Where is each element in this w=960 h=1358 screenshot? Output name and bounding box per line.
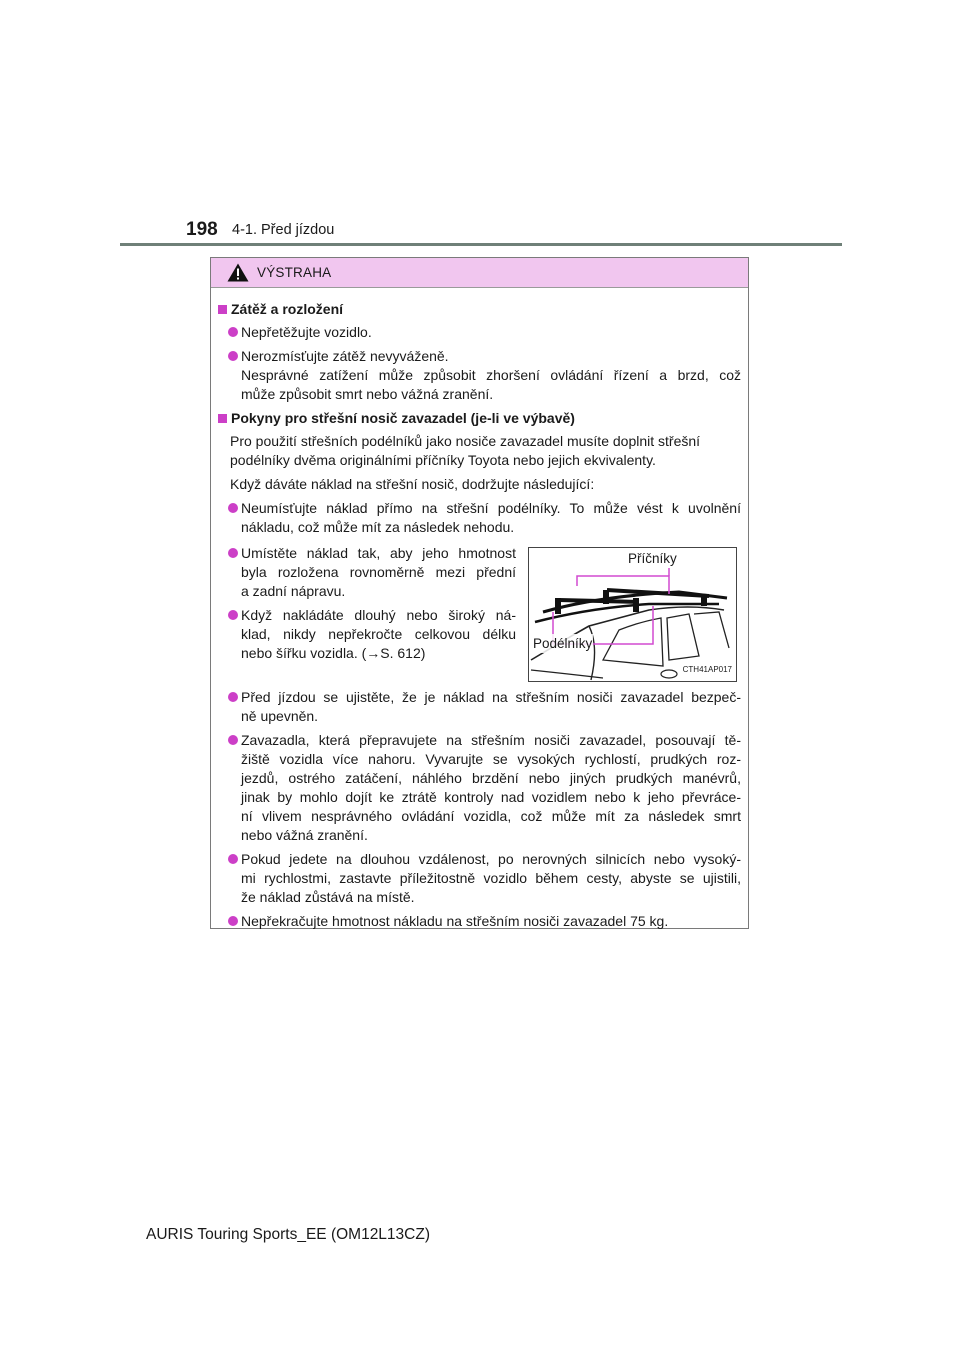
bullet-dot-icon <box>228 548 238 558</box>
bullet-line: žiště vozidla více nahoru. Vyvarujte se vysokých rychlostí, prudkých roz- <box>241 751 741 767</box>
bullet-line: Před jízdou se ujistěte, že je náklad na střešním nosiči zavazadel bezpeč- <box>241 689 741 705</box>
bullet-dot-icon <box>228 351 238 361</box>
bullet-item <box>218 912 741 931</box>
footer-model-code: AURIS Touring Sports_EE (OM12L13CZ) <box>146 1226 430 1243</box>
bullet-item <box>218 731 741 845</box>
paragraph-line: Pro použití střešních podélníků jako nosiče zavazadel musíte doplnit střešní <box>230 433 701 449</box>
bullet-line: klad, nikdy nepřekročte celkovou délku <box>241 626 516 642</box>
bullet-item <box>218 688 741 726</box>
warning-title: VÝSTRAHA <box>257 265 332 280</box>
label-crossbars: Příčníky <box>628 551 677 566</box>
bullet-dot-icon <box>228 503 238 513</box>
bullet-dot-icon <box>228 610 238 620</box>
warning-box <box>210 257 749 929</box>
square-bullet-icon <box>218 414 227 423</box>
bullet-line: nebo vážná zranění. <box>241 827 368 843</box>
paragraph-line: Když dáváte náklad na střešní nosič, dodržujte následující: <box>230 476 595 492</box>
bullet-line: Když nakládáte dlouhý nebo široký ná- <box>241 607 516 623</box>
square-bullet-icon <box>218 305 227 314</box>
bullet-dot-icon <box>228 735 238 745</box>
bullet-line: Nepřekračujte hmotnost nákladu na střešním nosiči zavazadel 75 kg. <box>241 913 669 929</box>
bullet-line: že náklad zůstává na místě. <box>241 889 415 905</box>
bullet-dot-icon <box>228 854 238 864</box>
page-number: 198 <box>186 219 218 240</box>
bullet-line: jezdů, ostrého zatáčení, náhlého brzdění nebo jiných prudkých manévrů, <box>241 770 741 786</box>
figure-code: CTH41AP017 <box>682 665 732 674</box>
figure-row-text <box>218 544 516 668</box>
bullet-line: Zavazadla, která přepravujete na střešním nosiči zavazadel, posouvají tě- <box>241 732 741 748</box>
bullet-item <box>218 606 516 663</box>
bullet-line: nebo šířku vozidla. (→S. 612) <box>241 645 426 661</box>
bullet-dot-icon <box>228 692 238 702</box>
paragraph <box>218 475 741 494</box>
section-heading-text: Zátěž a rozložení <box>231 301 344 317</box>
bullet-item <box>218 544 516 601</box>
bullet-item <box>218 347 741 404</box>
bullet-line: ní vlivem nesprávného ovládání vozidla, což může mít za následek smrt <box>241 808 741 824</box>
bullet-line: může způsobit smrt nebo vážná zranění. <box>241 386 494 402</box>
label-roof-rails: Podélníky <box>533 636 593 651</box>
figure-row <box>218 544 741 682</box>
bullet-line: Nepřetěžujte vozidlo. <box>241 324 372 340</box>
bullet-dot-icon <box>228 916 238 926</box>
warning-content <box>211 288 748 931</box>
paragraph <box>218 432 741 470</box>
bullet-line: jinak by mohlo dojít ke ztrátě kontroly nad vozidlem nebo k jeho převráce- <box>241 789 741 805</box>
bullet-line: Nesprávné zatížení může způsobit zhoršení ovládání řízení a brzd, což <box>241 367 741 383</box>
section-heading-load <box>218 300 741 319</box>
bullet-line: byla rozložena rovnoměrně mezi přední <box>241 564 516 580</box>
bullet-item <box>218 499 741 537</box>
bullet-line: a zadní nápravu. <box>241 583 346 599</box>
warning-triangle-icon <box>227 263 249 282</box>
section-heading-roof-rack <box>218 409 741 428</box>
section-title: 4-1. Před jízdou <box>232 222 335 238</box>
bullet-line: Pokud jedete na dlouhou vzdálenost, po nerovných silnicích nebo vysoký- <box>241 851 741 867</box>
bullet-item <box>218 850 741 907</box>
bullet-line: Umístěte náklad tak, aby jeho hmotnost <box>241 545 516 561</box>
bullet-item <box>218 323 741 342</box>
header-rule <box>120 243 842 246</box>
bullet-dot-icon <box>228 327 238 337</box>
section-heading-text: Pokyny pro střešní nosič zavazadel (je-li ve výbavě) <box>231 410 575 426</box>
bullet-line: Nerozmísťujte zátěž nevyváženě. <box>241 348 449 364</box>
bullet-line: mi rychlostmi, zastavte příležitostně vozidlo během cesty, abyste se ujistili, <box>241 870 741 886</box>
bullet-line: Neumísťujte náklad přímo na střešní podélníky. To může vést k uvolnění <box>241 500 741 516</box>
paragraph-line: podélníky dvěma originálními příčníky Toyota nebo jejich ekvivalenty. <box>230 452 656 468</box>
bullet-line: nákladu, což může mít za následek nehodu. <box>241 519 515 535</box>
bullet-line: ně upevněn. <box>241 708 319 724</box>
warning-header <box>211 258 748 288</box>
roof-rack-illustration <box>528 547 737 682</box>
